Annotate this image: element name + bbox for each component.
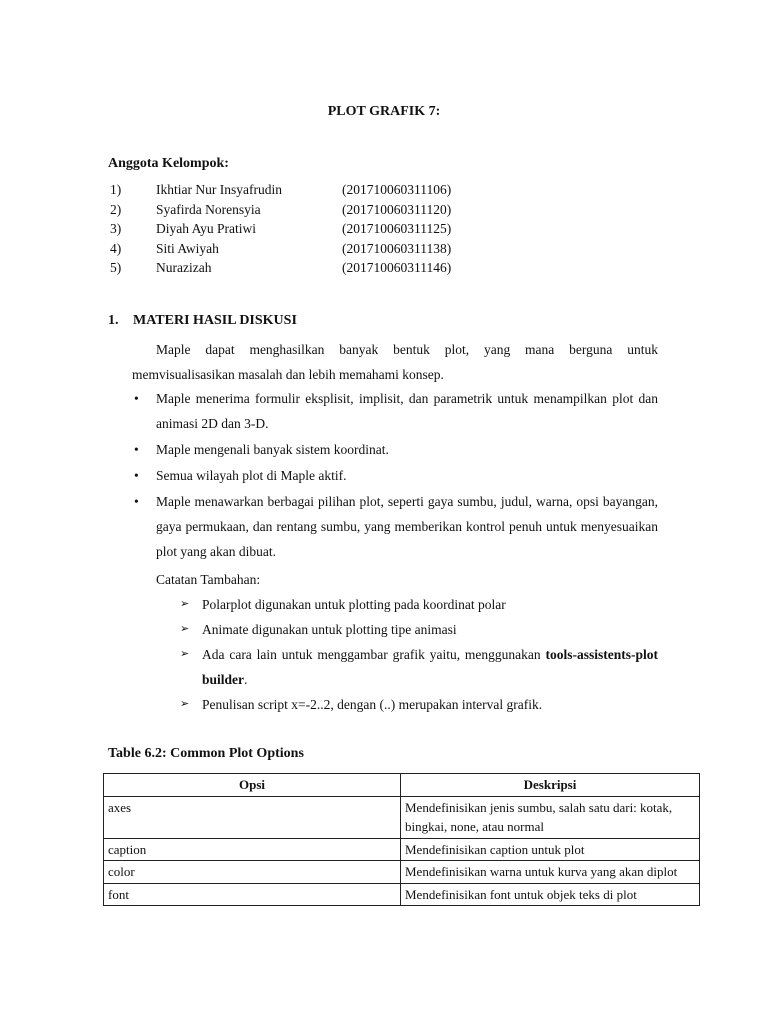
member-id: (201710060311125) <box>342 221 452 236</box>
member-item <box>110 200 530 220</box>
note-text: Polarplot digunakan untuk plotting pada koordinat polar <box>202 597 506 612</box>
bullet-dot-icon: • <box>134 391 139 406</box>
table-header-cell: Opsi <box>104 774 401 797</box>
option-description-cell: Mendefinisikan warna untuk kurva yang akan diplot <box>401 861 700 884</box>
option-name-cell: font <box>104 883 401 906</box>
bullet-text: Maple mengenali banyak sistem koordinat. <box>156 442 389 457</box>
intro-paragraph: Maple dapat menghasilkan banyak bentuk plot, yang mana berguna untuk memvisualisasikan masalah dan lebih memahami konsep. <box>132 342 658 382</box>
table-row <box>104 838 700 861</box>
member-item <box>110 258 530 278</box>
member-num: 1) <box>110 182 122 197</box>
member-name: Diyah Ayu Pratiwi <box>156 221 257 236</box>
member-id: (201710060311120) <box>342 201 452 217</box>
section-heading <box>108 313 297 329</box>
option-description-cell: Mendefinisikan font untuk objek teks di plot <box>401 883 700 906</box>
section-title: MATERI HASIL DISKUSI <box>133 313 297 328</box>
option-name-cell: axes <box>104 796 401 838</box>
section-number: 1. <box>108 313 119 328</box>
member-name: Nurazizah <box>156 260 212 275</box>
arrow-bullet-icon: ➢ <box>180 698 190 710</box>
option-description-cell: Mendefinisikan caption untuk plot <box>401 838 700 861</box>
bullet-text: Maple menerima formulir eksplisit, implisit, dan parametrik untuk menampilkan plot dan animasi 2D dan 3-D. <box>156 391 658 431</box>
table-caption: Table 6.2: Common Plot Options <box>108 746 304 761</box>
bullet-item <box>132 386 658 436</box>
bullet-dot-icon: • <box>134 468 139 483</box>
table-row <box>104 861 700 884</box>
bullet-dot-icon: • <box>134 494 139 509</box>
option-name-cell: color <box>104 861 401 884</box>
bullet-dot-icon: • <box>134 442 139 457</box>
table-row <box>104 796 700 838</box>
bullet-list <box>132 386 658 565</box>
bullet-item <box>132 489 658 564</box>
table-header-cell: Deskripsi <box>401 774 700 797</box>
bullet-text: Semua wilayah plot di Maple aktif. <box>156 468 347 483</box>
bullet-item <box>132 437 658 462</box>
members-list <box>110 180 530 278</box>
bullet-text: Maple menawarkan berbagai pilihan plot, seperti gaya sumbu, judul, warna, opsi bayangan, gaya permukaan, dan rentang sumbu, yang memberikan kontrol penuh untuk menyesuaikan plot yang akan dibuat. <box>156 494 658 559</box>
bullet-item <box>132 463 658 488</box>
note-item <box>180 617 658 642</box>
member-id: (201710060311106) <box>342 182 452 197</box>
member-name: Siti Awiyah <box>156 240 219 256</box>
note-after-text: . <box>244 672 248 687</box>
member-item <box>110 180 530 200</box>
arrow-bullet-icon: ➢ <box>180 623 190 635</box>
note-item <box>180 642 658 692</box>
member-num: 2) <box>110 201 122 217</box>
option-name-cell: caption <box>104 838 401 861</box>
member-item <box>110 219 530 239</box>
member-num: 3) <box>110 221 122 236</box>
member-num: 5) <box>110 260 122 275</box>
plot-options-table <box>103 773 700 906</box>
notes-list <box>180 592 658 717</box>
members-heading: Anggota Kelompok: <box>108 156 229 171</box>
table-body <box>104 796 700 906</box>
arrow-bullet-icon: ➢ <box>180 598 190 610</box>
notes-heading: Catatan Tambahan: <box>156 572 261 587</box>
table-header-row <box>104 774 700 797</box>
note-item <box>180 592 658 617</box>
member-name: Syafirda Norensyia <box>156 201 261 217</box>
arrow-bullet-icon: ➢ <box>180 648 190 660</box>
note-text: Animate digunakan untuk plotting tipe animasi <box>202 622 457 637</box>
member-item <box>110 239 530 259</box>
note-text: Penulisan script x=-2..2, dengan (..) merupakan interval grafik. <box>202 697 543 712</box>
page-title: PLOT GRAFIK 7: <box>327 104 441 119</box>
member-id: (201710060311138) <box>342 240 452 256</box>
note-text: Ada cara lain untuk menggambar grafik yaitu, menggunakan <box>202 647 546 662</box>
member-id: (201710060311146) <box>342 260 452 275</box>
note-bold-text: tools-assistents-plot builder <box>202 647 658 687</box>
member-num: 4) <box>110 240 122 256</box>
note-item <box>180 692 658 717</box>
option-description-cell: Mendefinisikan jenis sumbu, salah satu dari: kotak, bingkai, none, atau normal <box>401 796 700 838</box>
table-row <box>104 883 700 906</box>
member-name: Ikhtiar Nur Insyafrudin <box>156 182 282 197</box>
